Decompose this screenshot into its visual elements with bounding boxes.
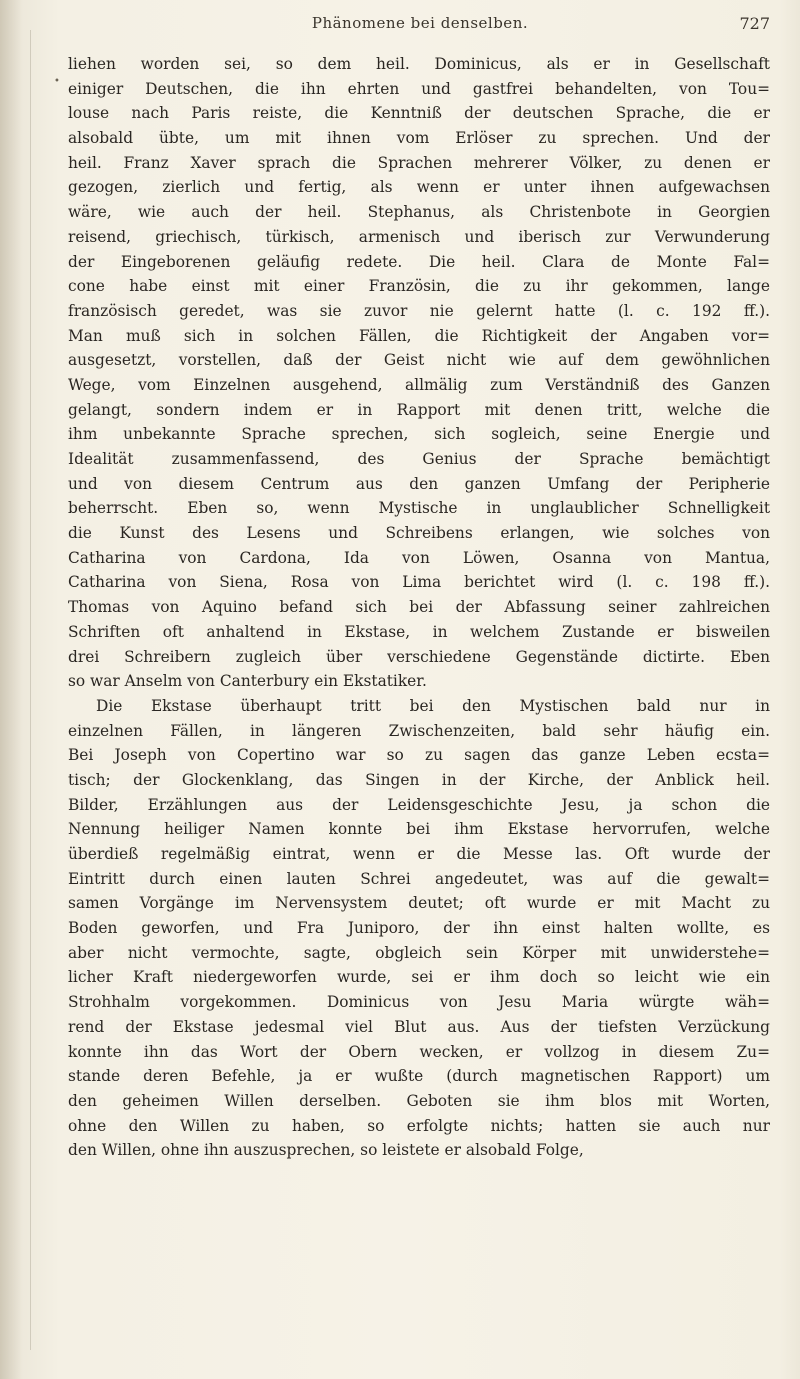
text-line: ausgesetzt, vorstellen, daß der Geist nicht wie auf dem gewöhnlichen bbox=[68, 351, 770, 370]
text-line: den Willen, ohne ihn auszusprechen, so leistete er alsobald Folge, bbox=[68, 1141, 584, 1160]
text-line: den geheimen Willen derselben. Geboten sie ihm blos mit Worten, bbox=[68, 1091, 770, 1110]
text-line: Catharina von Siena, Rosa von Lima berichtet wird (l. c. 198 ff.). bbox=[68, 573, 770, 592]
text-line: licher Kraft niedergeworfen wurde, sei er ihm doch so leicht wie ein bbox=[68, 968, 770, 987]
text-line: Strohhalm vorgekommen. Dominicus von Jesu Maria würgte wäh= bbox=[68, 993, 770, 1012]
text-line: einzelnen Fällen, in längeren Zwischenzeiten, bald sehr häufig ein. bbox=[68, 721, 770, 740]
text-line: tisch; der Glockenklang, das Singen in der Kirche, der Anblick heil. bbox=[68, 770, 770, 789]
text-line: Bilder, Erzählungen aus der Leidensgeschichte Jesu, ja schon die bbox=[68, 795, 770, 814]
text-line: Bei Joseph von Copertino war so zu sagen das ganze Leben ecsta= bbox=[68, 746, 770, 765]
text-line: liehen worden sei, so dem heil. Dominicus, als er in Gesellschaft bbox=[68, 55, 770, 73]
text-line: ohne den Willen zu haben, so erfolgte nichts; hatten sie auch nur bbox=[68, 1116, 770, 1135]
text-line: stande deren Befehle, ja er wußte (durch magnetischen Rapport) um bbox=[68, 1067, 770, 1086]
margin-mark: • bbox=[54, 76, 60, 87]
text-line: rend der Ekstase jedesmal viel Blut aus. Aus der tiefsten Verzückung bbox=[68, 1017, 770, 1036]
text-line: die Kunst des Lesens und Schreibens erlangen, wie solches von bbox=[68, 524, 770, 543]
text-line: so war Anselm von Canterbury ein Ekstatiker. bbox=[68, 672, 427, 691]
text-line: samen Vorgänge im Nervensystem deutet; oft wurde er mit Macht zu bbox=[68, 894, 770, 913]
text-line: ihm unbekannte Sprache sprechen, sich sogleich, seine Energie und bbox=[68, 425, 770, 444]
text-line: Schriften oft anhaltend in Ekstase, in welchem Zustande er bisweilen bbox=[68, 622, 770, 641]
text-line: Man muß sich in solchen Fällen, die Richtigkeit der Angaben vor= bbox=[68, 326, 770, 345]
text-line: einiger Deutschen, die ihn ehrten und gastfrei behandelten, von Tou= bbox=[68, 79, 770, 98]
text-line: Idealität zusammenfassend, des Genius der Sprache bemächtigt bbox=[68, 450, 770, 468]
text-line: drei Schreibern zugleich über verschiedene Gegenstände dictirte. Eben bbox=[68, 647, 770, 666]
body-text bbox=[68, 52, 770, 1163]
text-line: aber nicht vermochte, sagte, obgleich sein Körper mit unwiderstehe= bbox=[68, 943, 770, 962]
text-line: überdieß regelmäßig eintrat, wenn er die Messe las. Oft wurde der bbox=[68, 845, 770, 863]
text-line: Wege, vom Einzelnen ausgehend, allmälig zum Verständniß des Ganzen bbox=[68, 375, 770, 394]
text-line: alsobald übte, um mit ihnen vom Erlöser zu sprechen. Und der bbox=[68, 129, 770, 148]
running-head bbox=[70, 14, 770, 40]
text-line: Die Ekstase überhaupt tritt bei den Mystischen bald nur in bbox=[96, 696, 770, 715]
text-line: cone habe einst mit einer Französin, die zu ihr gekommen, lange bbox=[68, 277, 770, 296]
text-line: beherrscht. Eben so, wenn Mystische in unglaublicher Schnelligkeit bbox=[68, 499, 770, 518]
text-line: Nennung heiliger Namen konnte bei ihm Ekstase hervorrufen, welche bbox=[68, 820, 770, 839]
text-line: Catharina von Cardona, Ida von Löwen, Osanna von Mantua, bbox=[68, 548, 770, 567]
text-line: gezogen, zierlich und fertig, als wenn er unter ihnen aufgewachsen bbox=[68, 178, 770, 197]
text-line: wäre, wie auch der heil. Stephanus, als Christenbote in Georgien bbox=[68, 203, 770, 222]
text-line: der Eingeborenen geläufig redete. Die heil. Clara de Monte Fal= bbox=[68, 252, 770, 271]
text-line: louse nach Paris reiste, die Kenntniß der deutschen Sprache, die er bbox=[68, 104, 770, 123]
text-line: gelangt, sondern indem er in Rapport mit denen tritt, welche die bbox=[68, 400, 770, 419]
text-line: französisch geredet, was sie zuvor nie gelernt hatte (l. c. 192 ff.). bbox=[68, 301, 770, 320]
text-line: konnte ihn das Wort der Obern wecken, er vollzog in diesem Zu= bbox=[68, 1042, 770, 1061]
text-line: Boden geworfen, und Fra Juniporo, der ihn einst halten wollte, es bbox=[68, 919, 770, 938]
binding-rule bbox=[30, 30, 31, 1350]
text-line: reisend, griechisch, türkisch, armenisch und iberisch zur Verwunderung bbox=[68, 227, 770, 246]
text-line: Eintritt durch einen lauten Schrei angedeutet, was auf die gewalt= bbox=[68, 869, 770, 888]
page-number: 727 bbox=[739, 14, 770, 33]
text-line: und von diesem Centrum aus den ganzen Umfang der Peripherie bbox=[68, 474, 770, 493]
binding-edge bbox=[0, 0, 22, 1379]
text-line: Thomas von Aquino befand sich bei der Abfassung seiner zahlreichen bbox=[68, 598, 770, 617]
text-line: heil. Franz Xaver sprach die Sprachen mehrerer Völker, zu denen er bbox=[68, 153, 770, 172]
running-title: Phänomene bei denselben. bbox=[311, 14, 529, 32]
